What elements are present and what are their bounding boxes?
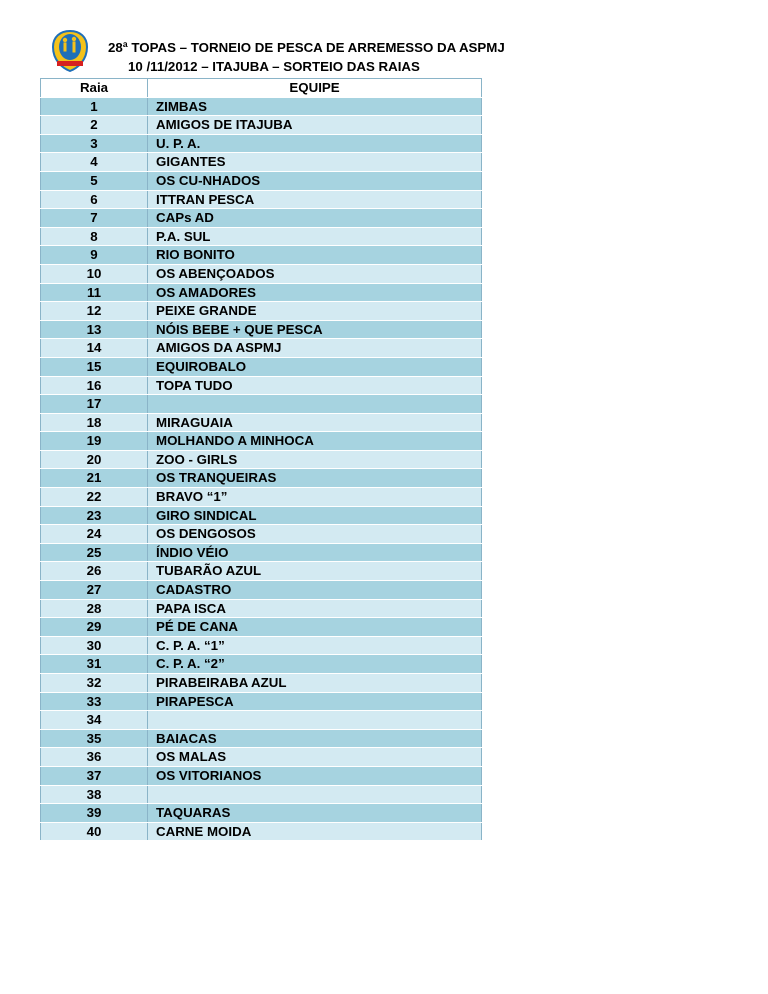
raia-number: 7 [41, 209, 148, 228]
team-name: OS VITORIANOS [148, 766, 482, 785]
raia-number: 1 [41, 97, 148, 116]
table-row [41, 190, 482, 209]
raia-number: 16 [41, 376, 148, 395]
team-name: EQUIROBALO [148, 357, 482, 376]
table-header-row [41, 79, 482, 98]
raia-number: 3 [41, 134, 148, 153]
team-name: ITTRAN PESCA [148, 190, 482, 209]
raia-number: 19 [41, 432, 148, 451]
team-name: OS ABENÇOADOS [148, 264, 482, 283]
team-name: OS AMADORES [148, 283, 482, 302]
team-name [148, 785, 482, 804]
table-row [41, 171, 482, 190]
table-row [41, 692, 482, 711]
team-name: NÓIS BEBE + QUE PESCA [148, 320, 482, 339]
team-name: P.A. SUL [148, 227, 482, 246]
table-row [41, 562, 482, 581]
aspmj-logo-icon [51, 30, 89, 72]
table-row [41, 450, 482, 469]
team-name: U. P. A. [148, 134, 482, 153]
table-row [41, 581, 482, 600]
table-row [41, 227, 482, 246]
team-name: PIRAPESCA [148, 692, 482, 711]
team-name: BAIACAS [148, 729, 482, 748]
table-row [41, 134, 482, 153]
table-row [41, 357, 482, 376]
document-title: 28ª TOPAS – TORNEIO DE PESCA DE ARREMESSO DA ASPMJ [108, 40, 505, 55]
raia-number: 15 [41, 357, 148, 376]
table-row [41, 376, 482, 395]
raia-number: 6 [41, 190, 148, 209]
team-name: AMIGOS DE ITAJUBA [148, 116, 482, 135]
team-name: ÍNDIO VÉIO [148, 543, 482, 562]
team-name [148, 711, 482, 730]
team-name: PAPA ISCA [148, 599, 482, 618]
raia-number: 33 [41, 692, 148, 711]
table-row [41, 264, 482, 283]
raia-number: 4 [41, 153, 148, 172]
raia-number: 21 [41, 469, 148, 488]
raia-number: 32 [41, 674, 148, 693]
raia-number: 10 [41, 264, 148, 283]
raia-number: 20 [41, 450, 148, 469]
raia-number: 37 [41, 766, 148, 785]
table-row [41, 618, 482, 637]
table-row [41, 283, 482, 302]
team-name: OS MALAS [148, 748, 482, 767]
table-row [41, 246, 482, 265]
raia-number: 8 [41, 227, 148, 246]
column-header-raia: Raia [41, 79, 148, 98]
table-row [41, 804, 482, 823]
raia-number: 12 [41, 302, 148, 321]
lane-draw-table [40, 78, 482, 841]
raia-number: 35 [41, 729, 148, 748]
table-row [41, 320, 482, 339]
team-name: OS CU-NHADOS [148, 171, 482, 190]
team-name: ZOO - GIRLS [148, 450, 482, 469]
table-row [41, 729, 482, 748]
team-name: OS TRANQUEIRAS [148, 469, 482, 488]
table-row [41, 711, 482, 730]
team-name: MIRAGUAIA [148, 413, 482, 432]
table-row [41, 674, 482, 693]
team-name: AMIGOS DA ASPMJ [148, 339, 482, 358]
team-name: TUBARÃO AZUL [148, 562, 482, 581]
team-name: GIRO SINDICAL [148, 506, 482, 525]
table-row [41, 766, 482, 785]
raia-number: 24 [41, 525, 148, 544]
raia-number: 9 [41, 246, 148, 265]
raia-number: 5 [41, 171, 148, 190]
raia-number: 14 [41, 339, 148, 358]
table-row [41, 655, 482, 674]
team-name: ZIMBAS [148, 97, 482, 116]
table-row [41, 822, 482, 841]
table-row [41, 413, 482, 432]
team-name: OS DENGOSOS [148, 525, 482, 544]
raia-number: 39 [41, 804, 148, 823]
raia-number: 11 [41, 283, 148, 302]
table-row [41, 785, 482, 804]
raia-number: 17 [41, 395, 148, 414]
table-row [41, 748, 482, 767]
table-row [41, 636, 482, 655]
raia-number: 23 [41, 506, 148, 525]
table-row [41, 339, 482, 358]
team-name: C. P. A. “1” [148, 636, 482, 655]
team-name: CARNE MOIDA [148, 822, 482, 841]
team-name: TOPA TUDO [148, 376, 482, 395]
raia-number: 25 [41, 543, 148, 562]
raia-number: 22 [41, 488, 148, 507]
table-row [41, 506, 482, 525]
raia-number: 29 [41, 618, 148, 637]
team-name: BRAVO “1” [148, 488, 482, 507]
raia-number: 30 [41, 636, 148, 655]
raia-number: 26 [41, 562, 148, 581]
team-name: C. P. A. “2” [148, 655, 482, 674]
raia-number: 13 [41, 320, 148, 339]
team-name: TAQUARAS [148, 804, 482, 823]
team-name: PIRABEIRABA AZUL [148, 674, 482, 693]
team-name [148, 395, 482, 414]
table-row [41, 153, 482, 172]
table-row [41, 525, 482, 544]
table-row [41, 488, 482, 507]
raia-number: 40 [41, 822, 148, 841]
team-name: RIO BONITO [148, 246, 482, 265]
table-row [41, 97, 482, 116]
raia-number: 34 [41, 711, 148, 730]
table-row [41, 432, 482, 451]
raia-number: 28 [41, 599, 148, 618]
raia-number: 38 [41, 785, 148, 804]
table-row [41, 395, 482, 414]
raia-number: 31 [41, 655, 148, 674]
raia-number: 18 [41, 413, 148, 432]
team-name: CAPs AD [148, 209, 482, 228]
team-name: PEIXE GRANDE [148, 302, 482, 321]
team-name: CADASTRO [148, 581, 482, 600]
table-row [41, 599, 482, 618]
table-row [41, 302, 482, 321]
team-name: MOLHANDO A MINHOCA [148, 432, 482, 451]
raia-number: 36 [41, 748, 148, 767]
team-name: PÉ DE CANA [148, 618, 482, 637]
team-name: GIGANTES [148, 153, 482, 172]
table-row [41, 469, 482, 488]
table-row [41, 116, 482, 135]
table-row [41, 209, 482, 228]
raia-number: 2 [41, 116, 148, 135]
column-header-equipe: EQUIPE [148, 79, 482, 98]
raia-number: 27 [41, 581, 148, 600]
document-subtitle: 10 /11/2012 – ITAJUBA – SORTEIO DAS RAIAS [128, 59, 420, 74]
table-row [41, 543, 482, 562]
